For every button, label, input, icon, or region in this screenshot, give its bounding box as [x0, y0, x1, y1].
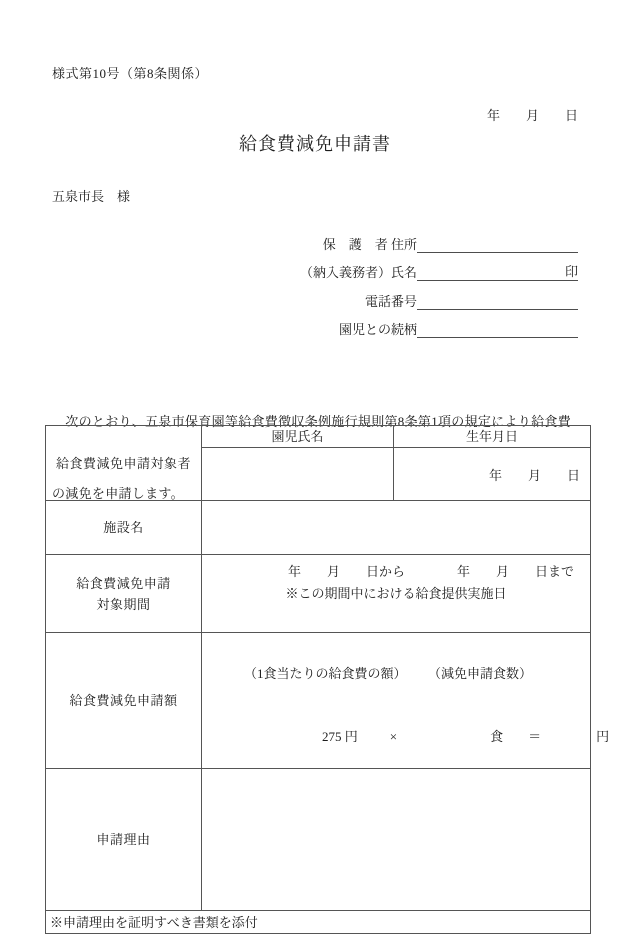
facility-label-cell: 施設名: [46, 501, 202, 555]
unit-price-value: 275 円: [322, 729, 358, 744]
meal-count-caption: （減免申請食数）: [434, 666, 533, 681]
addressee-mayor: 五泉市長 様: [52, 189, 131, 204]
yen-unit: 円: [596, 729, 610, 744]
intro-line-2: の減免を申請します。: [52, 486, 184, 501]
table-row-facility: [46, 501, 591, 555]
child-name-blank-cell: [202, 448, 394, 501]
relationship-label: 園児との続柄: [338, 322, 417, 337]
relationship-fill-line: [417, 320, 578, 338]
table-row-reason: [46, 769, 591, 911]
birth-date-value-cell: 年 月 日: [394, 448, 591, 501]
table-row-period: [46, 555, 591, 633]
amount-label-cell: 給食費減免申請額: [46, 633, 202, 769]
period-label-line-2: 対象期間: [96, 596, 151, 612]
reason-label-cell: 申請理由: [46, 769, 202, 911]
child-name-header-cell: 園児氏名: [202, 426, 394, 448]
guardian-address-label: 保 護 者 住所: [322, 236, 417, 252]
meals-unit: 食: [490, 729, 504, 744]
unit-price-caption: （1食当たりの給食費の額）: [244, 666, 407, 681]
period-label-cell: [46, 555, 202, 633]
period-label-line-1: 給食費減免申請: [76, 575, 171, 591]
date-line: 年 月 日: [486, 108, 578, 123]
seal-mark: 印: [564, 264, 578, 279]
guardian-name-fill-line: [417, 263, 578, 281]
amount-value-cell: [202, 633, 610, 769]
amount-calculation-line: [205, 705, 610, 768]
guardian-address-fill-line: [417, 235, 578, 253]
phone-fill-line: [417, 292, 578, 310]
phone-row: [300, 281, 578, 310]
guardian-info-block: [300, 224, 578, 338]
table-row-child-header: [46, 426, 591, 448]
amount-captions: [205, 642, 590, 705]
applicant-label-cell: 給食費減免申請対象者: [46, 426, 202, 501]
period-date-range: 年 月 日から 年 月 日まで: [287, 564, 574, 579]
guardian-name-row: [300, 253, 578, 282]
birth-date-header-cell: 生年月日: [394, 426, 591, 448]
reason-blank-cell: [202, 769, 591, 911]
period-note: ※この期間中における給食提供実施日: [285, 586, 507, 601]
relationship-row: [300, 310, 578, 339]
multiply-sign: ×: [389, 729, 398, 744]
table-row-footer-note: [46, 911, 591, 934]
table-row-amount: [46, 633, 591, 769]
phone-label: 電話番号: [364, 293, 417, 309]
form-number: 様式第10号（第8条関係）: [52, 66, 209, 81]
facility-blank-cell: [202, 501, 591, 555]
guardian-address-row: [300, 224, 578, 253]
equals-sign: ＝: [528, 729, 542, 744]
guardian-name-label: （納入義務者）氏名: [299, 265, 417, 280]
period-value-cell: [202, 555, 591, 633]
application-table: [45, 425, 610, 934]
page-title: 給食費減免申請書: [239, 134, 391, 154]
footer-note-cell: ※申請理由を証明すべき書類を添付: [46, 911, 591, 934]
intro-line-1: 次のとおり、五泉市保育園等給食費徴収条例施行規則第8条第1項の規定により給食費: [52, 414, 572, 429]
